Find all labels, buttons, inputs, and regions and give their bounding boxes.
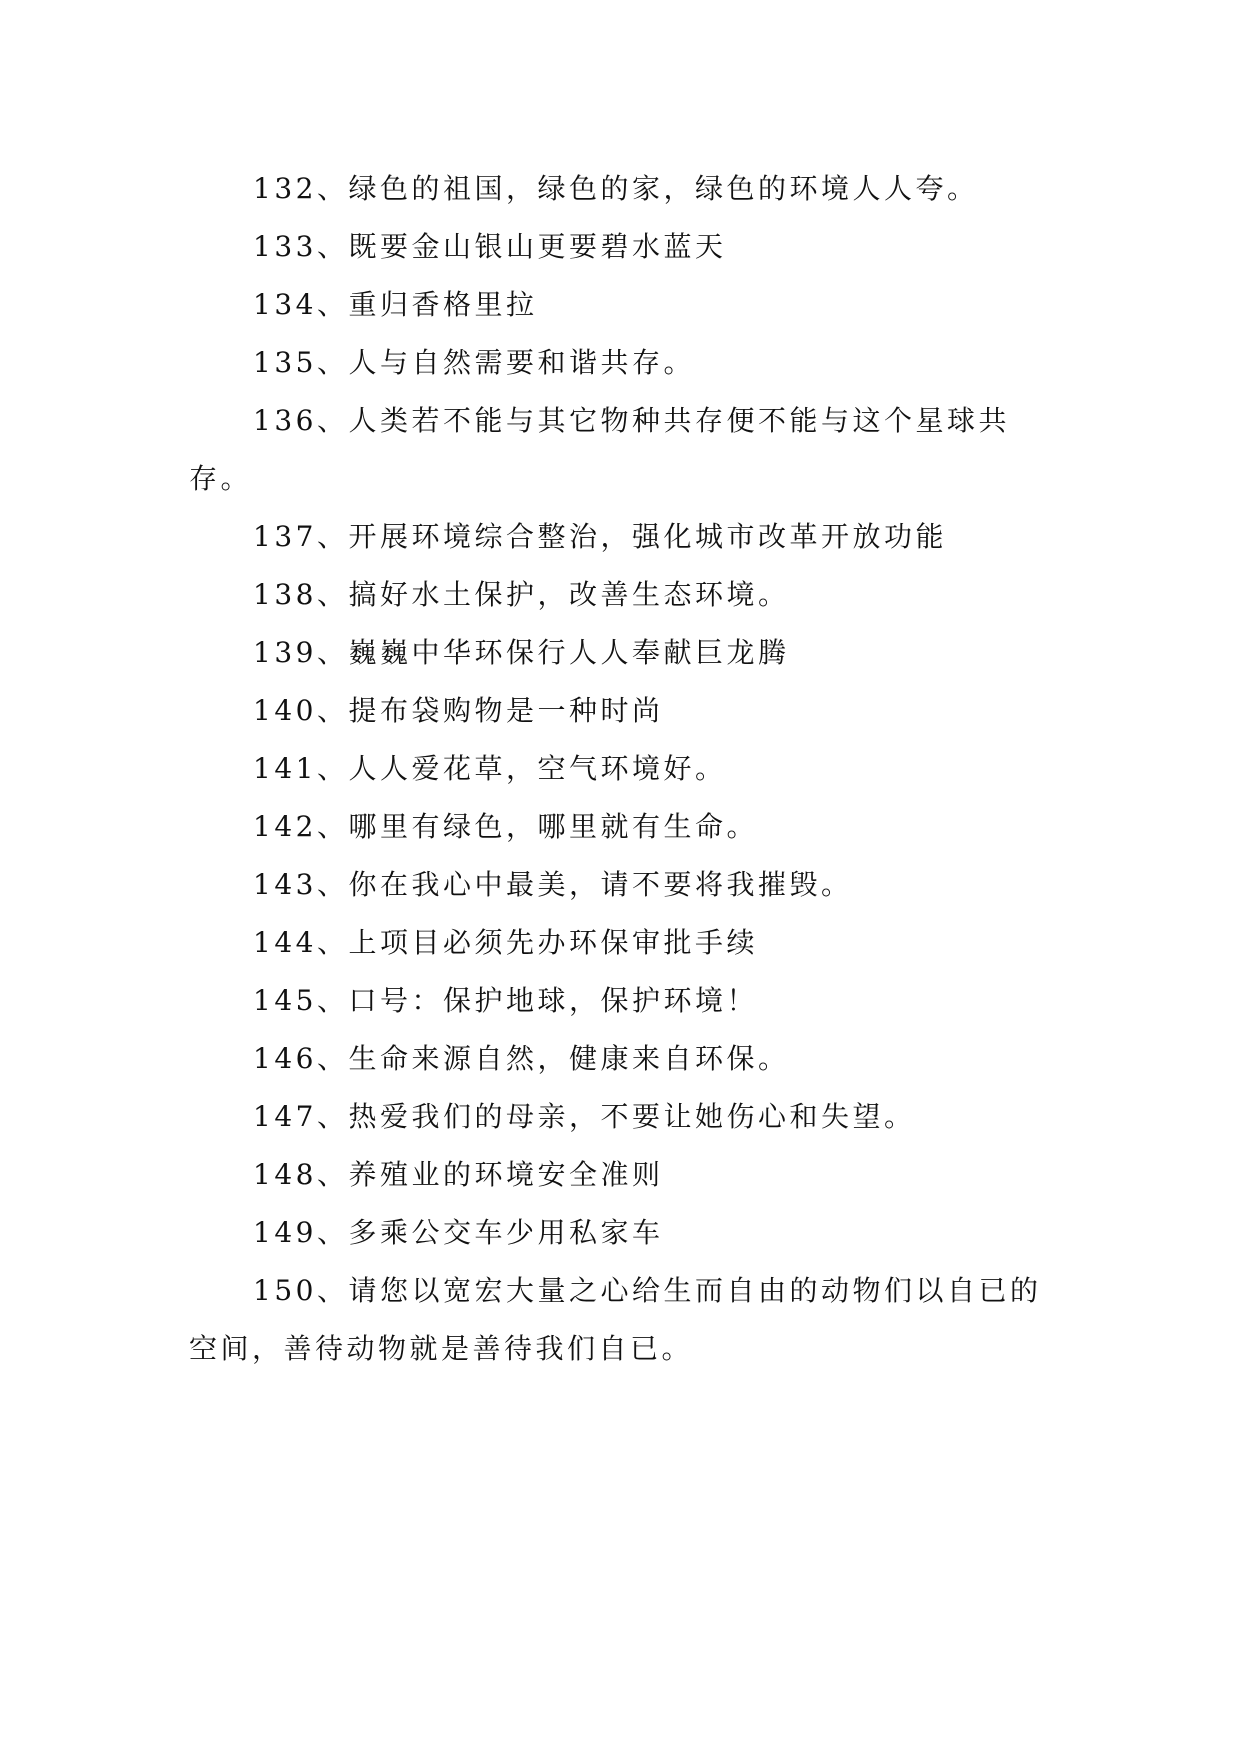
list-item: 147、热爱我们的母亲，不要让她伤心和失望。 [253, 1100, 916, 1133]
list-item: 137、开展环境综合整治，强化城市改革开放功能 [253, 520, 947, 553]
list-item: 144、上项目必须先办环保审批手续 [253, 926, 758, 959]
list-item: 141、人人爱花草，空气环境好。 [253, 752, 727, 785]
list-item: 140、提布袋购物是一种时尚 [253, 694, 664, 727]
list-item: 139、巍巍中华环保行人人奉献巨龙腾 [253, 636, 790, 669]
list-item: 134、重归香格里拉 [253, 288, 538, 321]
list-item: 145、口号：保护地球，保护环境！ [253, 984, 758, 1017]
list-item: 138、搞好水土保护，改善生态环境。 [253, 578, 790, 611]
list-item: 148、养殖业的环境安全准则 [253, 1158, 664, 1191]
list-item: 146、生命来源自然，健康来自环保。 [253, 1042, 790, 1075]
list-item: 135、人与自然需要和谐共存。 [253, 346, 695, 379]
list-item: 149、多乘公交车少用私家车 [253, 1216, 664, 1249]
list-item: 142、哪里有绿色，哪里就有生命。 [253, 810, 758, 843]
slogan-list [189, 160, 1055, 1378]
list-item: 143、你在我心中最美，请不要将我摧毁。 [253, 868, 853, 901]
list-item: 132、绿色的祖国，绿色的家，绿色的环境人人夸。 [253, 172, 979, 205]
list-item: 150、请您以宽宏大量之心给生而自由的动物们以自已的空间，善待动物就是善待我们自已。 [189, 1274, 1042, 1365]
list-item: 133、既要金山银山更要碧水蓝天 [253, 230, 727, 263]
list-item: 136、人类若不能与其它物种共存便不能与这个星球共存。 [189, 404, 1010, 495]
